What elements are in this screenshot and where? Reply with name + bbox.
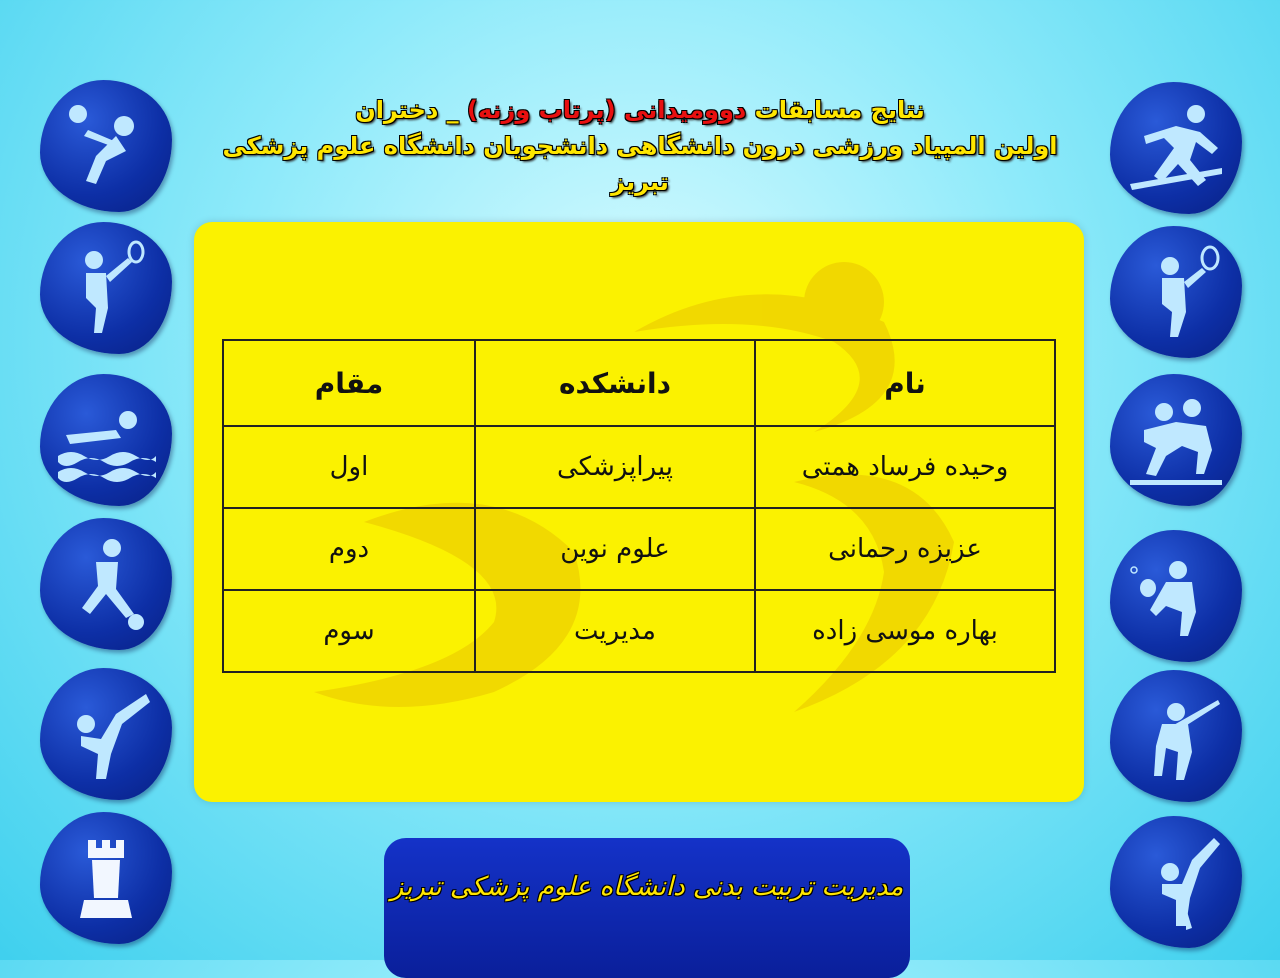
page-title <box>200 92 1080 200</box>
cell-name: وحیده فرساد همتی <box>755 426 1055 508</box>
table-header-row <box>223 340 1055 426</box>
tennis-icon <box>1110 226 1242 358</box>
chess-icon <box>40 812 172 944</box>
header-faculty: دانشکده <box>475 340 755 426</box>
cell-faculty: پیراپزشکی <box>475 426 755 508</box>
badminton-icon <box>40 222 172 354</box>
karate-icon <box>1110 816 1242 948</box>
swimming-icon <box>40 374 172 506</box>
title-part-1: نتایج مسابقات <box>754 96 925 124</box>
cell-faculty: علوم نوین <box>475 508 755 590</box>
cell-name: بهاره موسی زاده <box>755 590 1055 672</box>
table-row <box>223 590 1055 672</box>
table-row <box>223 426 1055 508</box>
cell-faculty: مدیریت <box>475 590 755 672</box>
football-icon <box>40 518 172 650</box>
cell-rank: سوم <box>223 590 475 672</box>
title-line-2: اولین المپیاد ورزشی درون دانشگاهی دانشجویان دانشگاه علوم پزشکی تبریز <box>222 132 1058 196</box>
header-rank: مقام <box>223 340 475 426</box>
footer-banner <box>384 838 910 978</box>
title-line-1 <box>200 92 1080 128</box>
title-part-3: _ دختران <box>355 96 459 124</box>
cell-rank: اول <box>223 426 475 508</box>
table-tennis-icon <box>1110 530 1242 662</box>
results-panel <box>194 222 1084 802</box>
header-name: نام <box>755 340 1055 426</box>
wrestling-icon <box>1110 374 1242 506</box>
running-icon <box>1110 82 1242 214</box>
taekwondo-icon <box>40 668 172 800</box>
cell-name: عزیزه رحمانی <box>755 508 1055 590</box>
results-table <box>222 339 1056 673</box>
cell-rank: دوم <box>223 508 475 590</box>
footer-text: مدیریت تربیت بدنی دانشگاه علوم پزشکی تبریز <box>390 872 904 902</box>
table-row <box>223 508 1055 590</box>
title-part-2: دوومیدانی (پرتاب وزنه) <box>466 96 747 124</box>
shooting-icon <box>1110 670 1242 802</box>
volleyball-icon <box>40 80 172 212</box>
